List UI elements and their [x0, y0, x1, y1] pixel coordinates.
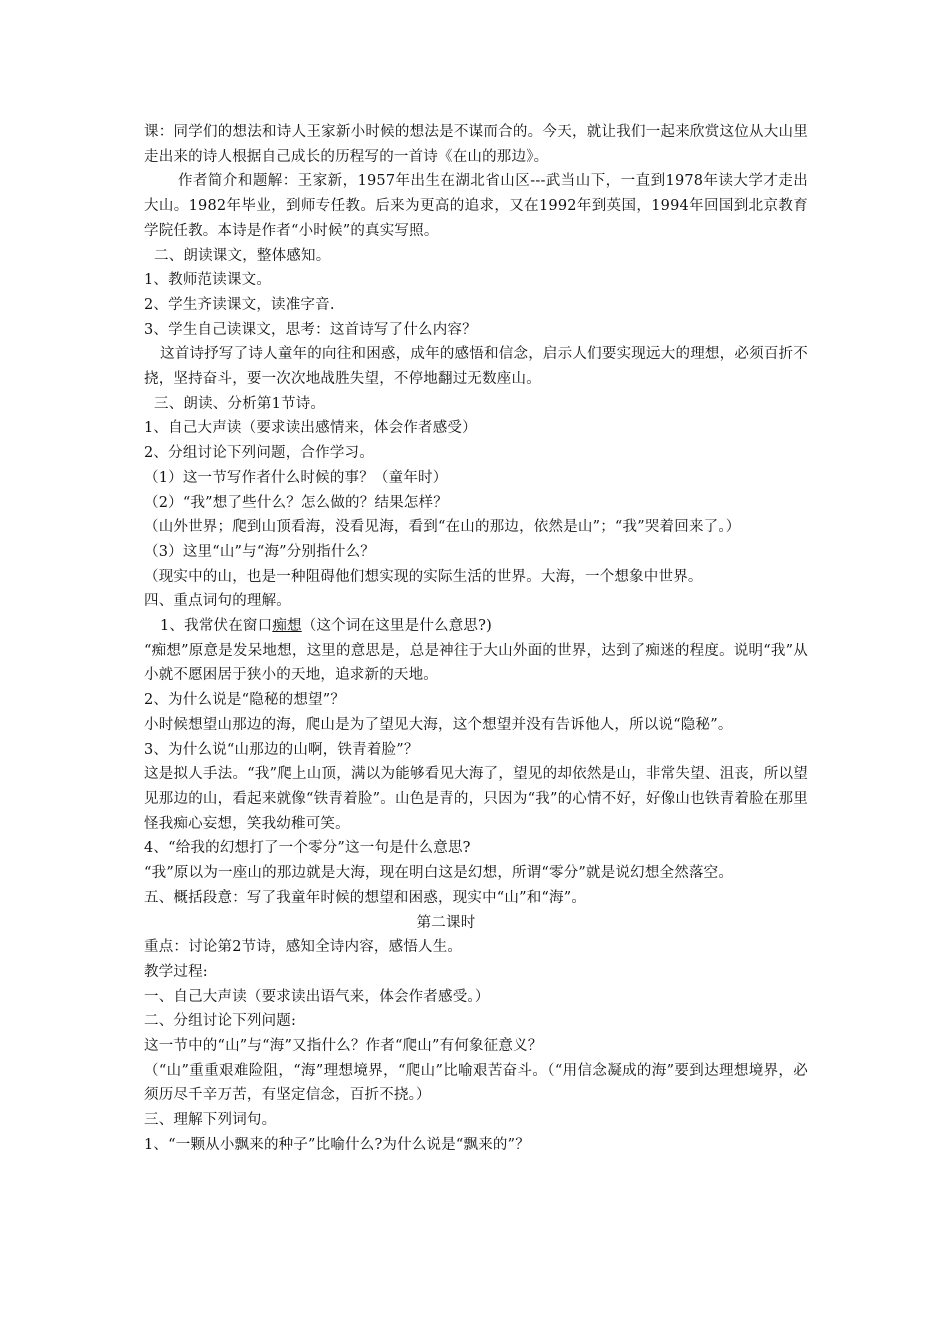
- lesson-title: 第二课时: [416, 914, 476, 931]
- list-item: 一、自己大声读（要求读出语气来，体会作者感受。）: [144, 988, 490, 1005]
- key-points: 重点：讨论第2节诗，感知全诗内容，感悟人生。: [144, 939, 463, 956]
- paragraph-author-intro: 作者简介和题解：王家新，1957年出生在湖北省山区---武当山下，一直到1978年读大学才走出大山。1982年毕业，到师专任教。后来为更高的追求，又在1992年到英国，1994年回国到北京教育学院任教。本诗是作者“小时候”的真实写照。: [144, 173, 808, 239]
- answer-text: （山外世界；爬到山顶看海，没看见海，看到“在山的那边，依然是山”；“我”哭着回来了。）: [144, 519, 741, 536]
- paragraph-intro: 课：同学们的想法和诗人王家新小时候的想法是不谋而合的。今天，就让我们一起来欣赏这位从大山里走出来的诗人根据自己成长的历程写的一首诗《在山的那边》。: [144, 124, 808, 165]
- answer-text: 小时候想望山那边的海，爬山是为了望见大海，这个想望并没有告诉他人，所以说“隐秘”。: [144, 716, 733, 733]
- question-item: 3、为什么说“山那边的山啊，铁青着脸”？: [144, 741, 419, 758]
- question-text: 1、我常伏在窗口: [160, 618, 273, 635]
- section-heading-2: 二、朗读课文，整体感知。: [154, 247, 331, 264]
- question-item: （2）“我”想了些什么？怎么做的？结果怎样？: [144, 494, 448, 511]
- answer-text: 这是拟人手法。“我”爬上山顶，满以为能够看见大海了，望见的却依然是山，非常失望、沮丧，所以望见那边的山，看起来就像“铁青着脸”。山色是青的，只因为“我”的心情不好，好像山也铁青着脸在那里怪我痴心妄想，笑我幼稚可笑。: [144, 766, 808, 832]
- question-item: 1、“一颗从小飘来的种子”比喻什么?为什么说是“飘来的”？: [144, 1136, 530, 1153]
- list-item: 2、学生齐读课文，读准字音.: [144, 296, 335, 313]
- question-item: [144, 614, 808, 639]
- section-heading-5: 五、概括段意：写了我童年时候的想望和困惑，现实中“山”和“海”。: [144, 889, 587, 906]
- answer-text: （“山”重重艰难险阻，“海”理想境界，“爬山”比喻艰苦奋斗。（“用信念凝成的海”要到达理想境界，必须历尽千辛万苦，有坚定信念，百折不挠。）: [144, 1062, 808, 1104]
- question-item: 这一节中的“山”与“海”又指什么？作者“爬山”有何象征意义？: [144, 1038, 543, 1055]
- paragraph-summary: 这首诗抒写了诗人童年的向往和困惑，成年的感悟和信念，启示人们要实现远大的理想，必须百折不挠，坚持奋斗，要一次次地战胜失望，不停地翻过无数座山。: [144, 346, 808, 388]
- question-item: （1）这一节写作者什么时候的事？（童年时）: [144, 469, 448, 486]
- list-item: 三、理解下列词句。: [144, 1112, 277, 1129]
- answer-text: （现实中的山，也是一种阻碍他们想实现的实际生活的世界。大海，一个想象中世界。: [144, 568, 703, 585]
- question-item: 2、为什么说是“隐秘的想望”？: [144, 692, 346, 709]
- list-item: 3、学生自己读课文，思考：这首诗写了什么内容？: [144, 321, 477, 338]
- section-heading-3: 三、朗读、分析第1节诗。: [154, 395, 326, 412]
- list-item: 1、教师范读课文。: [144, 272, 272, 289]
- list-item: 二、分组讨论下列问题:: [144, 1013, 297, 1030]
- question-text: （这个词在这里是什么意思?): [301, 618, 492, 635]
- list-item: 2、分组讨论下列问题，合作学习。: [144, 445, 374, 462]
- list-item: 1、自己大声读（要求读出感情来，体会作者感受）: [144, 420, 477, 437]
- lesson-text: [144, 120, 808, 1158]
- question-item: 4、“给我的幻想打了一个零分”这一句是什么意思?: [144, 840, 471, 857]
- underlined-term: 痴想: [272, 618, 302, 635]
- question-item: （3）这里“山”与“海”分别指什么？: [144, 543, 375, 560]
- teaching-process-heading: 教学过程:: [144, 963, 208, 980]
- section-heading-4: 四、重点词句的理解。: [144, 593, 291, 610]
- answer-text: “我”原以为一座山的那边就是大海，现在明白这是幻想，所谓“零分”就是说幻想全然落空。: [144, 865, 734, 882]
- answer-text: “痴想”原意是发呆地想，这里的意思是，总是神往于大山外面的世界，达到了痴迷的程度。说明“我”从小就不愿困居于狭小的天地，追求新的天地。: [144, 642, 808, 684]
